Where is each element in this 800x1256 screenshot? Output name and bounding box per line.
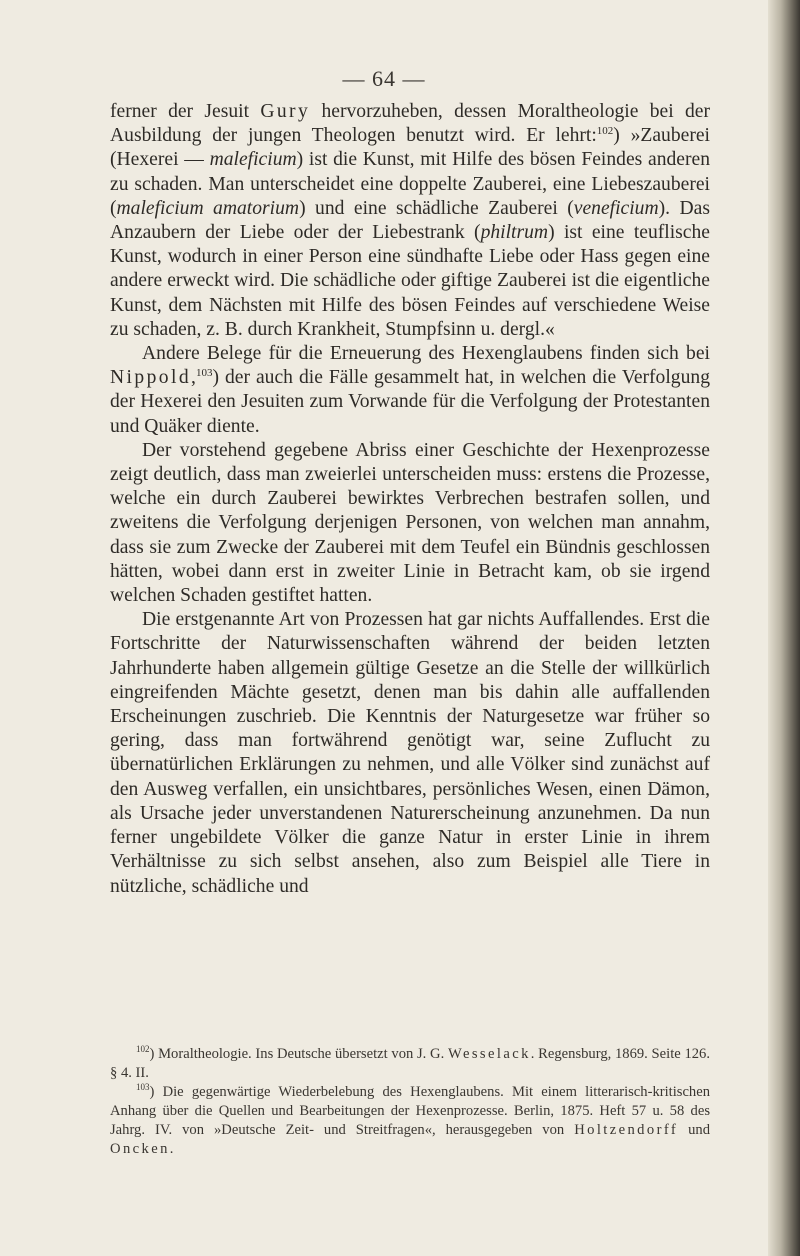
text-run: und [678, 1122, 710, 1138]
text-run: ) ist die Kunst, mit Hilfe des bösen Feindes anderen zu schaden. Man unterscheidet eine doppelte Zauberei, eine Liebeszauberei ( [110, 149, 711, 219]
text-run: . [169, 1141, 174, 1157]
spaced-name: Gury [260, 101, 311, 122]
footnote-marker: 102 [596, 125, 614, 138]
page-edge-shadow [768, 0, 800, 1256]
text-run: ). Das Anzaubern der Liebe oder der Liebestrank ( [110, 197, 710, 244]
text-run: Der vorstehend gegebene Abriss einer Geschichte der Hexenprozesse zeigt deutlich, dass man zweierlei unterscheiden muss: erstens die Prozesse, welche ein durch Zauberei bewirktes Verbrechen bestrafen sollen, und zweitens die Verfolgung derjenigen Personen, von welchen man annahm, dass sie zum Zwecke der Zauberei mit dem Teufel ein Bündnis geschlossen hätten, wobei dann erst in zweiter Linie in Betracht kam, ob sie irgend welchen Schaden gestiftet hatten. [110, 439, 710, 607]
spaced-name: Oncken [110, 1141, 170, 1157]
footnote-marker: 102 [136, 1044, 150, 1054]
paragraph [110, 608, 710, 898]
text-run: , [191, 367, 196, 389]
footnote [110, 1045, 710, 1083]
spaced-name: Holtzendorff [574, 1122, 679, 1138]
text-run: ) und eine schädliche Zauberei ( [299, 197, 574, 219]
text-run: Die erstgenannte Art von Prozessen hat gar nichts Auffallendes. Erst die Fortschritte der Naturwissenschaften während der beiden letzten Jahrhunderte haben allgemein gültige Gesetze an die Stelle der willkürlich eingreifenden Mächte gesetzt, denen man bis dahin alle auffallenden Erscheinungen zuschrieb. Die Kenntnis der Naturgesetze war früher so gering, dass man fortwährend genötigt war, seine Zuflucht zu übernatürlichen Erklärungen zu nehmen, und alle Völker sind zunächst auf den Ausweg verfallen, ein unsichtbares, persönliches Wesen, einen Dämon, als Ursache jeder unverstandenen Naturerscheinung anzunehmen. Da nun ferner ungebildete Völker die ganze Natur in erster Linie in ihrem Verhältnisse zu sich selbst ansehen, also zum Beispiel alle Tiere in nützliche, schädliche und [110, 609, 710, 897]
paragraph [110, 342, 710, 439]
text-run: . Regensburg, 1869. Seite 126. § 4. II. [110, 1046, 710, 1081]
body-text [110, 100, 710, 899]
spaced-name: Wesselack [447, 1046, 531, 1062]
footnote-marker: 103 [136, 1082, 150, 1092]
footnote-marker: 103 [195, 367, 213, 380]
footnotes [110, 1045, 710, 1159]
paragraph [110, 439, 710, 608]
italic-term: maleficium [209, 149, 297, 171]
paragraph [110, 100, 710, 342]
italic-term: maleficium amatorium [116, 197, 300, 219]
italic-term: philtrum [480, 222, 549, 244]
italic-term: veneficium [573, 197, 659, 219]
page-number: — 64 — [342, 66, 426, 91]
text-run: ) Moraltheologie. Ins Deutsche übersetzt von J. G. [149, 1046, 448, 1062]
text-run: ferner der Jesuit [110, 101, 261, 122]
text-run: ) ist eine teuflische Kunst, wodurch in einer Person eine sündhafte Liebe oder Hass gegen eine andere erweckt wird. Die schädliche oder giftige Zauberei ist die eigentliche Kunst, dem Nächsten mit Hilfe des bösen Feindes auf verschiedene Weise zu schaden, z. B. durch Krankheit, Stumpfsinn u. dergl.« [110, 222, 710, 340]
text-run: hervorzuheben, dessen Moraltheologie bei der Ausbildung der jungen Theologen benutzt wird. Er lehrt: [110, 101, 710, 147]
text-run: Andere Belege für die Erneuerung des Hexenglaubens finden sich bei [142, 343, 710, 365]
text-run: ) »Zauberei (Hexerei — [110, 125, 710, 171]
spaced-name: Nippold [110, 367, 192, 389]
text-run: ) Die gegenwärtige Wiederbelebung des Hexenglaubens. Mit einem litterarisch-kritischen Anhang über die Quellen und Bearbeitungen der Hexenprozesse. Berlin, 1875. Heft 57 u. 58 des Jahrg. IV. von »Deutsche Zeit- und Streitfragen«, herausgegeben von [110, 1084, 710, 1138]
text-run: ) der auch die Fälle gesammelt hat, in welchen die Verfolgung der Hexerei den Jesuiten zum Vorwande für die Verfolgung der Protestanten und Quäker diente. [110, 367, 710, 437]
footnote [110, 1083, 710, 1159]
